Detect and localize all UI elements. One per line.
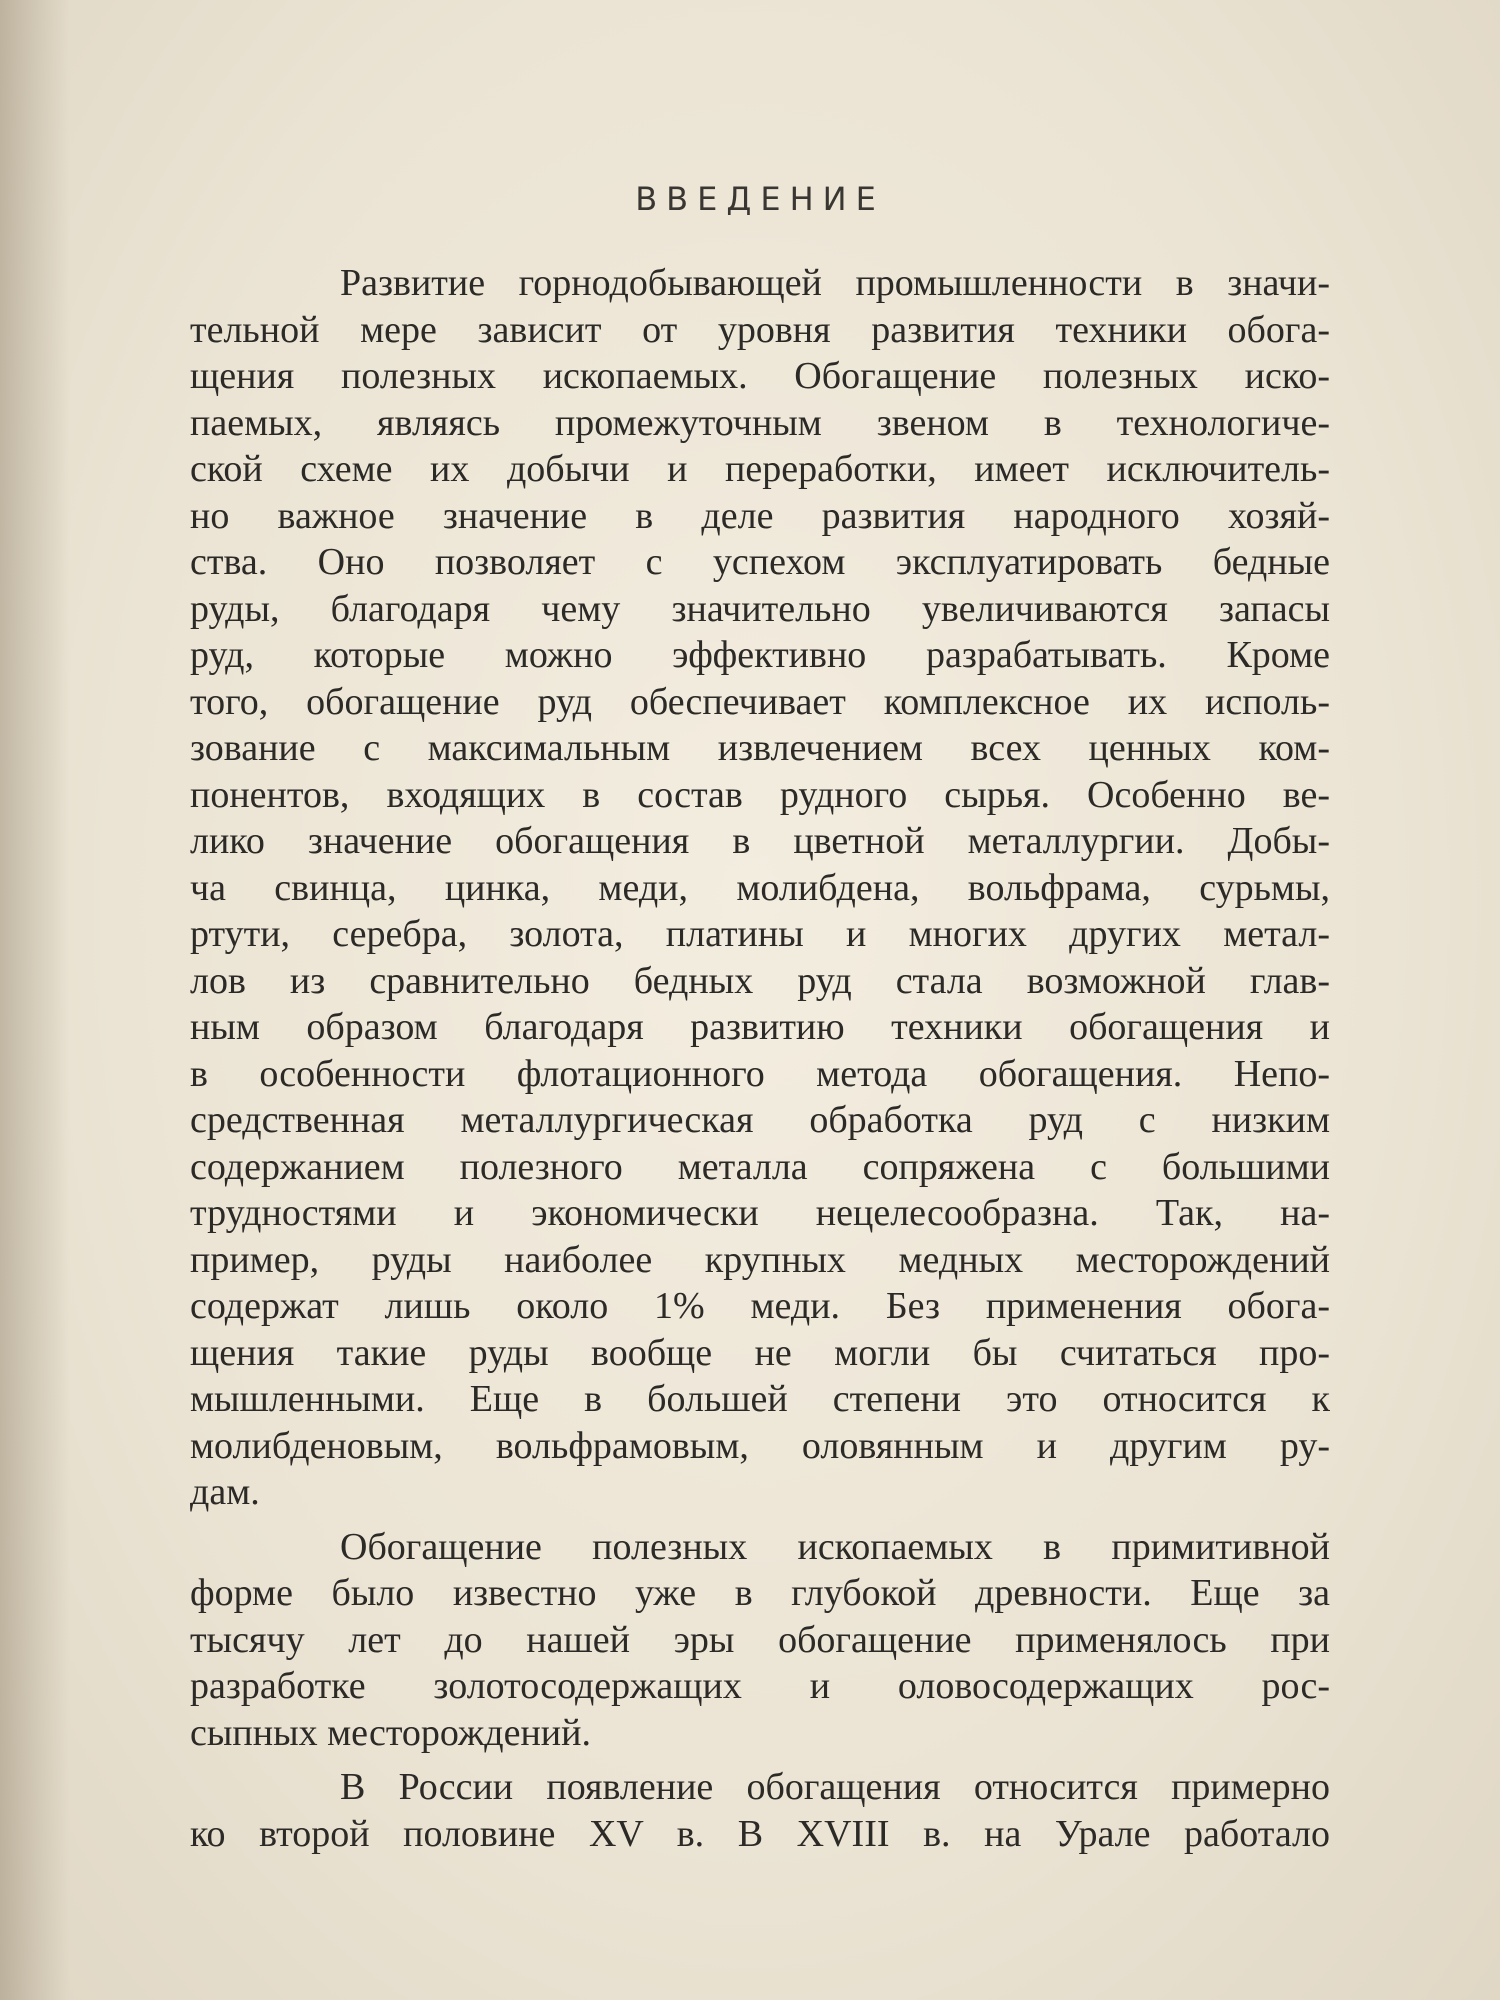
text-line: ным образом благодаря развитию техники обогащения и [190,1006,1330,1048]
text-line: ской схеме их добычи и переработки, имеет исключитель- [190,448,1330,490]
spine-shadow [0,0,70,2000]
text-line: В России появление обогащения относится примерно [340,1766,1330,1808]
text-line: того, обогащение руд обеспечивает комплексное их исполь- [190,680,1330,723]
body-text [190,260,1330,1857]
text-line: ча свинца, цинка, меди, молибдена, вольфрама, сурьмы, [190,866,1330,909]
text-line: пример, руды наиболее крупных медных месторождений [190,1238,1330,1281]
text-line: тельной мере зависит от уровня развития техники обога- [190,308,1330,351]
text-line: лико значение обогащения в цветной металлургии. Добы- [190,820,1330,862]
text-line: мышленными. Еще в большей степени это относится к [190,1378,1330,1420]
text-line: сыпных месторождений. [190,1711,591,1754]
text-line: щения полезных ископаемых. Обогащение полезных иско- [190,355,1330,397]
text-line: молибденовым, вольфрамовым, оловянным и другим ру- [190,1424,1330,1467]
text-line: содержанием полезного металла сопряжена с большими [190,1145,1330,1188]
text-line: лов из сравнительно бедных руд стала возможной глав- [190,959,1330,1002]
text-line: Обогащение полезных ископаемых в примитивной [340,1525,1330,1568]
text-line: разработке золотосодержащих и оловосодержащих рос- [190,1665,1330,1707]
text-line: зование с максимальным извлечением всех ценных ком- [190,727,1330,769]
text-block [190,180,1330,1865]
paragraph-2 [190,1524,1330,1757]
text-line: щения такие руды вообще не могли бы считаться про- [190,1331,1330,1374]
text-line: форме было известно уже в глубокой древности. Еще за [190,1572,1330,1614]
paragraph-3 [190,1764,1330,1857]
text-line: тысячу лет до нашей эры обогащение применялось при [190,1618,1330,1661]
paragraph-1 [190,260,1330,1516]
text-line: средственная металлургическая обработка руд с низким [190,1099,1330,1141]
text-line: руды, благодаря чему значительно увеличиваются запасы [190,587,1330,630]
text-line: руд, которые можно эффективно разрабатывать. Кроме [190,634,1330,676]
text-line: ко второй половине XV в. В XVIII в. на Урале работало [190,1812,1330,1855]
text-line: трудностями и экономически нецелесообразна. Так, на- [190,1192,1330,1234]
text-line: содержат лишь около 1% меди. Без применения обога- [190,1285,1330,1327]
text-line: понентов, входящих в состав рудного сырья. Особенно ве- [190,773,1330,816]
text-line: ства. Оно позволяет с успехом эксплуатировать бедные [190,541,1330,583]
text-line: дам. [190,1471,260,1513]
text-line: в особенности флотационного метода обогащения. Непо- [190,1052,1330,1095]
chapter-heading: ВВЕДЕНИЕ [635,180,885,218]
text-line: Развитие горнодобывающей промышленности в значи- [340,262,1330,304]
text-line: паемых, являясь промежуточным звеном в технологиче- [190,401,1330,444]
text-line: но важное значение в деле развития народного хозяй- [190,494,1330,537]
text-line: ртути, серебра, золота, платины и многих других метал- [190,913,1330,955]
